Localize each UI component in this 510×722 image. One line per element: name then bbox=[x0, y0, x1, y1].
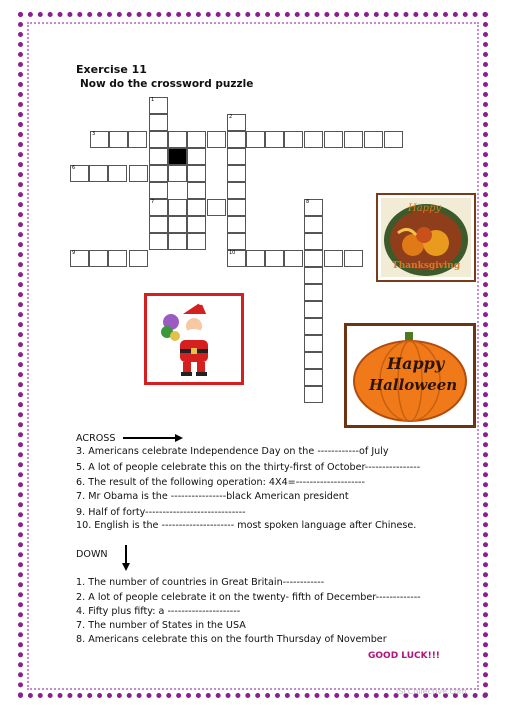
down-clue-7: 7. The number of States in the USA bbox=[76, 620, 246, 631]
crossword-cell[interactable] bbox=[149, 131, 168, 148]
crossword-cell[interactable] bbox=[149, 216, 168, 233]
crossword-cell[interactable] bbox=[284, 131, 303, 148]
crossword-cell[interactable] bbox=[304, 318, 323, 335]
crossword-cell[interactable] bbox=[149, 148, 168, 165]
crossword-cell[interactable] bbox=[149, 233, 168, 250]
crossword-cell[interactable] bbox=[109, 131, 128, 148]
crossword-clue-number: 3 bbox=[92, 131, 96, 137]
crossword-cell[interactable] bbox=[149, 199, 168, 216]
halloween-image bbox=[344, 323, 476, 428]
crossword-cell[interactable] bbox=[207, 131, 226, 148]
halloween-text-2: Halloween bbox=[369, 376, 458, 394]
crossword-cell[interactable] bbox=[304, 199, 323, 216]
crossword-cell[interactable] bbox=[227, 233, 246, 250]
crossword-cell[interactable] bbox=[265, 131, 284, 148]
crossword-cell[interactable] bbox=[304, 284, 323, 301]
crossword-cell[interactable] bbox=[187, 199, 206, 216]
santa-image bbox=[144, 293, 244, 385]
crossword-cell[interactable] bbox=[227, 250, 246, 267]
crossword-cell[interactable] bbox=[187, 131, 206, 148]
thanksgiving-text-2: Thanksgiving bbox=[392, 261, 461, 271]
down-heading: DOWN bbox=[76, 549, 131, 571]
crossword-cell[interactable] bbox=[89, 165, 108, 182]
crossword-cell[interactable] bbox=[246, 250, 265, 267]
down-clue-2: 2. A lot of people celebrate it on the twenty- fifth of December------------- bbox=[76, 592, 421, 603]
exercise-title: Exercise 11 bbox=[76, 63, 147, 76]
crossword-cell[interactable] bbox=[227, 216, 246, 233]
crossword-cell[interactable] bbox=[90, 131, 109, 148]
crossword-cell[interactable] bbox=[149, 182, 168, 199]
footer-watermark: iSLCollective.com bbox=[396, 687, 467, 696]
crossword-cell[interactable] bbox=[304, 369, 323, 386]
crossword-cell[interactable] bbox=[304, 335, 323, 352]
crossword-cell[interactable] bbox=[324, 131, 343, 148]
crossword-clue-number: 10 bbox=[229, 250, 236, 256]
thanksgiving-text-1: Happy bbox=[408, 203, 442, 214]
across-heading: ACROSS bbox=[76, 433, 183, 445]
crossword-cell[interactable] bbox=[384, 131, 403, 148]
crossword-cell[interactable] bbox=[344, 131, 363, 148]
crossword-clue-number: 7 bbox=[151, 199, 155, 205]
crossword-cell[interactable] bbox=[187, 182, 206, 199]
crossword-cell[interactable] bbox=[227, 114, 246, 131]
crossword-cell[interactable] bbox=[149, 114, 168, 131]
crossword-cell[interactable] bbox=[364, 131, 383, 148]
crossword-cell[interactable] bbox=[304, 250, 323, 267]
across-clue-5: 5. A lot of people celebrate this on the thirty-first of October---------------- bbox=[76, 462, 421, 473]
crossword-clue-number: 6 bbox=[72, 165, 76, 171]
crossword-cell[interactable] bbox=[187, 216, 206, 233]
crossword-cell[interactable] bbox=[129, 250, 148, 267]
across-clue-6: 6. The result of the following operation: 4X4=-------------------- bbox=[76, 477, 365, 488]
halloween-text-1: Happy bbox=[387, 354, 445, 373]
across-clue-10: 10. English is the --------------------- most spoken language after Chinese. bbox=[76, 520, 417, 531]
crossword-clue-number: 8 bbox=[306, 199, 310, 205]
down-clue-4: 4. Fifty plus fifty: a --------------------- bbox=[76, 606, 241, 617]
down-clue-8: 8. Americans celebrate this on the fourth Thursday of November bbox=[76, 634, 387, 645]
across-clue-3: 3. Americans celebrate Independence Day on the ------------of July bbox=[76, 446, 389, 457]
crossword-cell[interactable] bbox=[304, 301, 323, 318]
crossword-cell[interactable] bbox=[227, 148, 246, 165]
crossword-clue-number: 9 bbox=[72, 250, 76, 256]
crossword-cell[interactable] bbox=[304, 352, 323, 369]
crossword-cell[interactable] bbox=[108, 165, 127, 182]
crossword-cell[interactable] bbox=[108, 250, 127, 267]
crossword-cell[interactable] bbox=[149, 165, 168, 182]
thanksgiving-image bbox=[376, 193, 476, 282]
crossword-cell[interactable] bbox=[304, 131, 323, 148]
crossword-cell[interactable] bbox=[168, 131, 187, 148]
across-clue-9: 9. Half of forty----------------------------- bbox=[76, 507, 246, 518]
crossword-cell[interactable] bbox=[344, 250, 363, 267]
crossword-cell[interactable] bbox=[227, 131, 246, 148]
across-clue-7: 7. Mr Obama is the ----------------black American president bbox=[76, 491, 349, 502]
crossword-cell[interactable] bbox=[168, 233, 187, 250]
down-clue-1: 1. The number of countries in Great Britain------------ bbox=[76, 577, 325, 588]
crossword-cell[interactable] bbox=[207, 199, 226, 216]
crossword-cell[interactable] bbox=[149, 97, 168, 114]
crossword-cell[interactable] bbox=[304, 233, 323, 250]
crossword-cell[interactable] bbox=[70, 165, 89, 182]
crossword-cell[interactable] bbox=[265, 250, 284, 267]
crossword-cell[interactable] bbox=[168, 216, 187, 233]
crossword-cell[interactable] bbox=[129, 165, 148, 182]
exercise-subtitle: Now do the crossword puzzle bbox=[80, 78, 254, 90]
crossword-cell[interactable] bbox=[187, 148, 206, 165]
crossword-cell[interactable] bbox=[168, 199, 187, 216]
crossword-clue-number: 2 bbox=[229, 114, 233, 120]
crossword-cell[interactable] bbox=[227, 182, 246, 199]
crossword-cell[interactable] bbox=[128, 131, 147, 148]
crossword-cell[interactable] bbox=[227, 199, 246, 216]
crossword-cell[interactable] bbox=[168, 165, 187, 182]
good-luck-text: GOOD LUCK!!! bbox=[368, 651, 440, 661]
crossword-cell[interactable] bbox=[304, 386, 323, 403]
crossword-cell[interactable] bbox=[187, 165, 206, 182]
crossword-cell[interactable] bbox=[246, 131, 265, 148]
crossword-cell[interactable] bbox=[304, 267, 323, 284]
crossword-black-cell bbox=[168, 148, 187, 165]
crossword-cell[interactable] bbox=[304, 216, 323, 233]
crossword-cell[interactable] bbox=[89, 250, 108, 267]
crossword-cell[interactable] bbox=[70, 250, 89, 267]
crossword-clue-number: 1 bbox=[151, 97, 155, 103]
crossword-cell[interactable] bbox=[284, 250, 303, 267]
crossword-cell[interactable] bbox=[187, 233, 206, 250]
crossword-cell[interactable] bbox=[324, 250, 343, 267]
crossword-cell[interactable] bbox=[227, 165, 246, 182]
